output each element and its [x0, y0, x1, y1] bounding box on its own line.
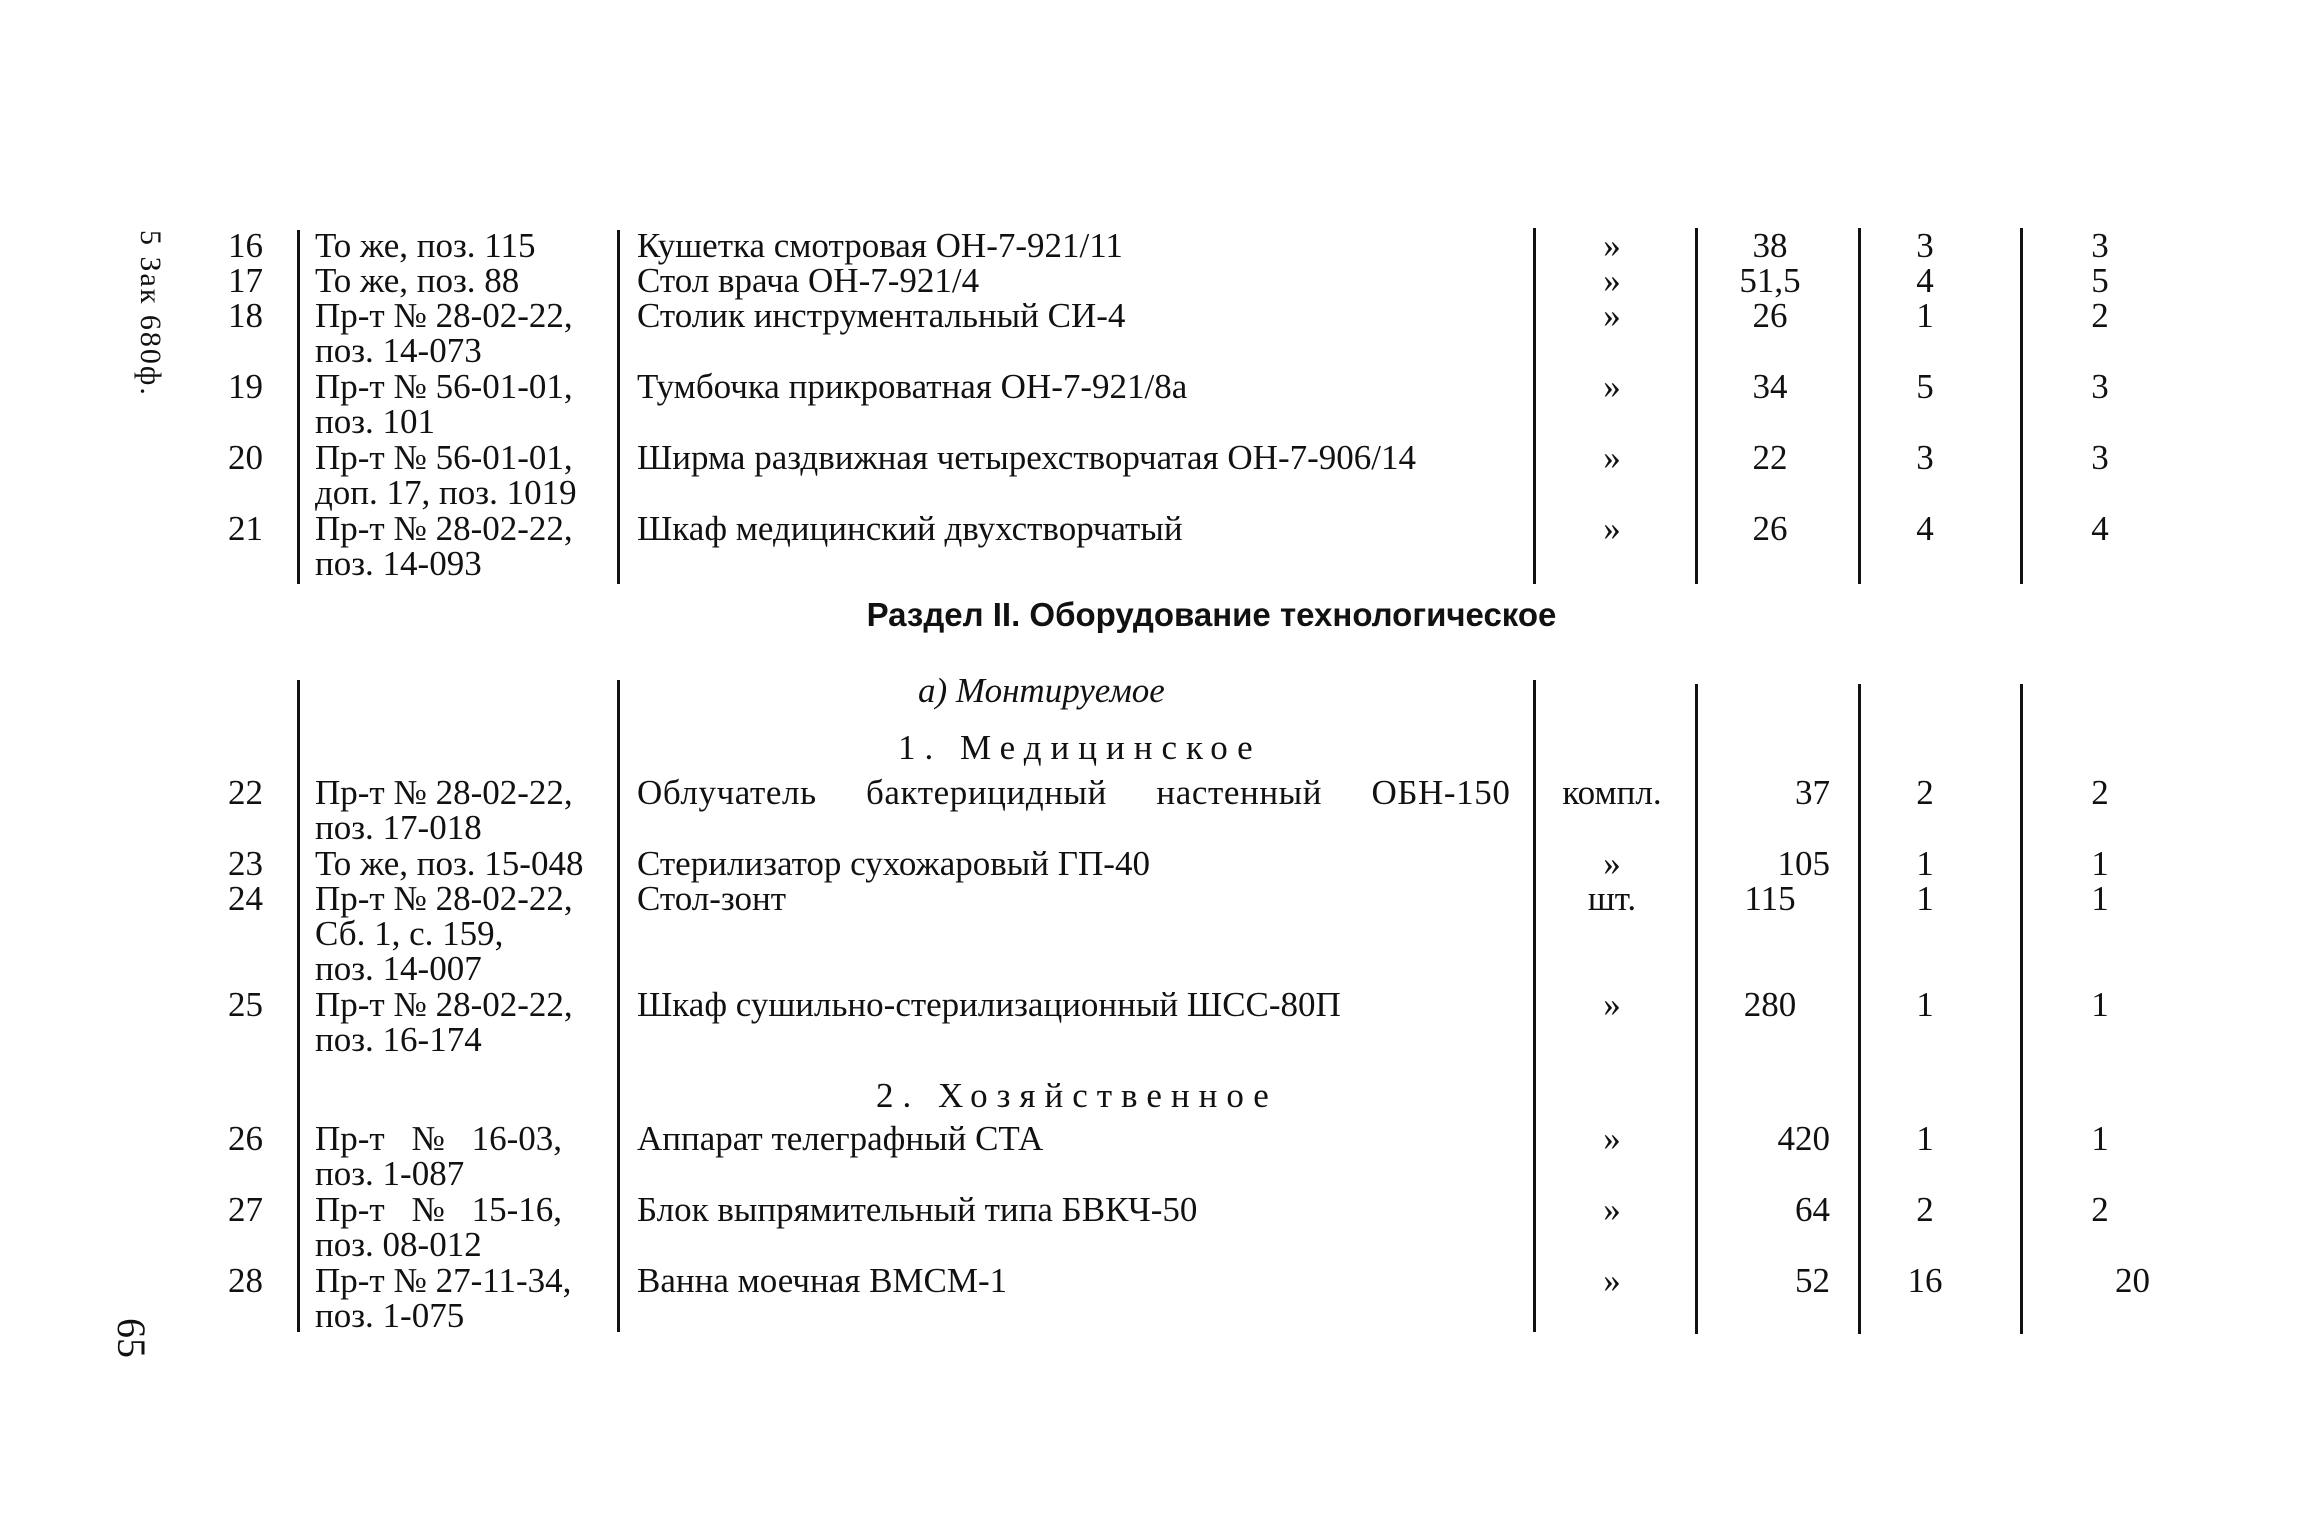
unit: »	[1603, 261, 1621, 300]
row-number: 17	[228, 261, 263, 300]
reference	[315, 369, 605, 439]
reference-line-2: Сб. 1, с. 159,	[315, 914, 504, 953]
quantity-1: 2	[1916, 1190, 1934, 1229]
rule-lower-5	[1858, 684, 1861, 1334]
rule-upper-1	[297, 230, 300, 584]
item-name: Ширма раздвижная четырехстворчатая ОН-7-906/14	[637, 438, 1416, 477]
reference-line-2: поз. 14-073	[315, 331, 482, 370]
price: 115	[1744, 879, 1796, 918]
reference-line-1: Пр-т № 28-02-22,	[315, 509, 573, 548]
row-number: 20	[228, 438, 263, 477]
rule-lower-6	[2020, 684, 2023, 1334]
quantity-2: 1	[2091, 844, 2109, 883]
item-name: Шкаф медицинский двухстворчатый	[637, 509, 1183, 548]
reference	[315, 511, 605, 581]
item-name: Аппарат телеграфный СТА	[637, 1119, 1044, 1158]
price: 34	[1752, 367, 1788, 406]
unit: »	[1603, 985, 1621, 1024]
price: 37	[1795, 773, 1830, 812]
unit: »	[1603, 226, 1621, 265]
price: 64	[1795, 1190, 1830, 1229]
price: 26	[1752, 509, 1788, 548]
reference-line-2: поз. 16-174	[315, 1020, 482, 1059]
quantity-2: 2	[2091, 773, 2109, 812]
reference-line-2: поз. 17-018	[315, 808, 482, 847]
price: 22	[1752, 438, 1788, 477]
quantity-2: 1	[2091, 1119, 2109, 1158]
reference	[315, 775, 605, 845]
price: 26	[1752, 296, 1788, 335]
item-name: Облучатель бактерицидный настенный ОБН-150	[637, 773, 1511, 812]
price: 52	[1795, 1261, 1830, 1300]
price: 38	[1752, 226, 1788, 265]
rule-lower-2	[617, 680, 620, 1332]
quantity-1: 16	[1907, 1261, 1943, 1300]
reference: То же, поз. 15-048	[315, 844, 584, 883]
quantity-1: 1	[1916, 985, 1934, 1024]
unit: »	[1603, 1261, 1621, 1300]
subheading-household: 2. Хозяйственное	[876, 1076, 1278, 1115]
rule-upper-6	[2020, 228, 2023, 584]
quantity-2: 1	[2091, 879, 2109, 918]
rule-upper-2	[617, 230, 620, 584]
price: 105	[1777, 844, 1830, 883]
reference-line-1: Пр-т № 27-11-34,	[315, 1261, 572, 1300]
quantity-1: 1	[1916, 844, 1934, 883]
row-number: 18	[228, 296, 263, 335]
reference-line-2: доп. 17, поз. 1019	[315, 473, 577, 512]
unit: »	[1603, 438, 1621, 477]
reference-line-2: поз. 1-087	[315, 1154, 465, 1193]
unit: »	[1603, 509, 1621, 548]
subheading-installed: а) Монтируемое	[918, 671, 1165, 710]
rule-lower-1	[297, 680, 300, 1332]
rule-lower-4	[1695, 684, 1698, 1334]
unit: »	[1603, 844, 1621, 883]
reference-line-1: Пр-т № 56-01-01,	[315, 438, 573, 477]
row-number: 21	[228, 509, 263, 548]
reference	[315, 1192, 605, 1262]
quantity-2: 2	[2091, 296, 2109, 335]
reference	[315, 298, 605, 368]
reference-line-1: Пр-т № 16-03,	[315, 1119, 563, 1158]
quantity-1: 1	[1916, 1119, 1934, 1158]
unit: »	[1603, 1119, 1621, 1158]
quantity-1: 3	[1916, 438, 1934, 477]
unit: »	[1603, 1190, 1621, 1229]
item-name: Стол врача ОН-7-921/4	[637, 261, 980, 300]
reference-line-1: Пр-т № 28-02-22,	[315, 985, 573, 1024]
item-name: Тумбочка прикроватная ОН-7-921/8а	[637, 367, 1188, 406]
item-name: Стол-зонт	[637, 879, 787, 918]
row-number: 23	[228, 844, 263, 883]
row-number: 28	[228, 1261, 263, 1300]
quantity-1: 1	[1916, 879, 1934, 918]
reference-line-1: Пр-т № 56-01-01,	[315, 367, 573, 406]
unit: компл.	[1562, 773, 1662, 812]
row-number: 19	[228, 367, 263, 406]
price: 280	[1743, 985, 1797, 1024]
price: 51,5	[1739, 261, 1801, 300]
item-name: Столик инструментальный СИ-4	[637, 296, 1126, 335]
reference	[315, 1121, 605, 1191]
reference-line-1: Пр-т № 28-02-22,	[315, 773, 573, 812]
quantity-2: 20	[2115, 1261, 2150, 1300]
quantity-2: 3	[2091, 226, 2109, 265]
unit: »	[1603, 296, 1621, 335]
rule-upper-4	[1695, 228, 1698, 584]
reference-line-2: поз. 1-075	[315, 1296, 465, 1335]
row-number: 25	[228, 985, 263, 1024]
quantity-2: 3	[2091, 438, 2109, 477]
reference-line-1: Пр-т № 28-02-22,	[315, 879, 573, 918]
row-number: 22	[228, 773, 263, 812]
reference-line-2: поз. 101	[315, 402, 436, 441]
row-number: 27	[228, 1190, 263, 1229]
quantity-2: 2	[2091, 1190, 2109, 1229]
reference-line-1: Пр-т № 15-16,	[315, 1190, 563, 1229]
section-title: Раздел II. Оборудование технологическое	[866, 596, 1557, 633]
quantity-1: 4	[1916, 261, 1934, 300]
unit: »	[1603, 367, 1621, 406]
subheading-medical: 1. Медицинское	[898, 728, 1262, 767]
item-name: Блок выпрямительный типа БВКЧ-50	[637, 1190, 1198, 1229]
quantity-1: 3	[1916, 226, 1934, 265]
quantity-2: 5	[2091, 261, 2109, 300]
quantity-1: 2	[1916, 773, 1934, 812]
quantity-2: 4	[2091, 509, 2109, 548]
quantity-1: 4	[1916, 509, 1934, 548]
reference-line-2: поз. 14-093	[315, 544, 482, 583]
item-name: Шкаф сушильно-стерилизационный ШСС-80П	[637, 985, 1341, 1024]
row-number: 24	[228, 879, 263, 918]
unit: шт.	[1587, 879, 1637, 918]
reference-line-3: поз. 14-007	[315, 949, 482, 988]
reference: То же, поз. 88	[315, 261, 520, 300]
price: 420	[1777, 1119, 1830, 1158]
quantity-2: 3	[2091, 367, 2109, 406]
item-name: Стерилизатор сухожаровый ГП-40	[637, 844, 1150, 883]
rule-upper-5	[1858, 228, 1861, 584]
row-number: 16	[228, 226, 263, 265]
reference	[315, 881, 605, 986]
quantity-1: 5	[1916, 367, 1934, 406]
reference-line-2: поз. 08-012	[315, 1225, 482, 1264]
quantity-1: 1	[1916, 296, 1934, 335]
reference	[315, 440, 605, 510]
row-number: 26	[228, 1119, 263, 1158]
reference: То же, поз. 115	[315, 226, 536, 265]
reference-line-1: Пр-т № 28-02-22,	[315, 296, 573, 335]
item-name: Кушетка смотровая ОН-7-921/11	[637, 226, 1123, 265]
margin-note: 5 Зак 680ф.	[134, 230, 167, 397]
reference	[315, 1263, 605, 1333]
reference	[315, 987, 605, 1057]
item-name: Ванна моечная ВМСМ-1	[637, 1261, 1008, 1300]
page-number: 65	[109, 1318, 154, 1358]
quantity-2: 1	[2091, 985, 2109, 1024]
